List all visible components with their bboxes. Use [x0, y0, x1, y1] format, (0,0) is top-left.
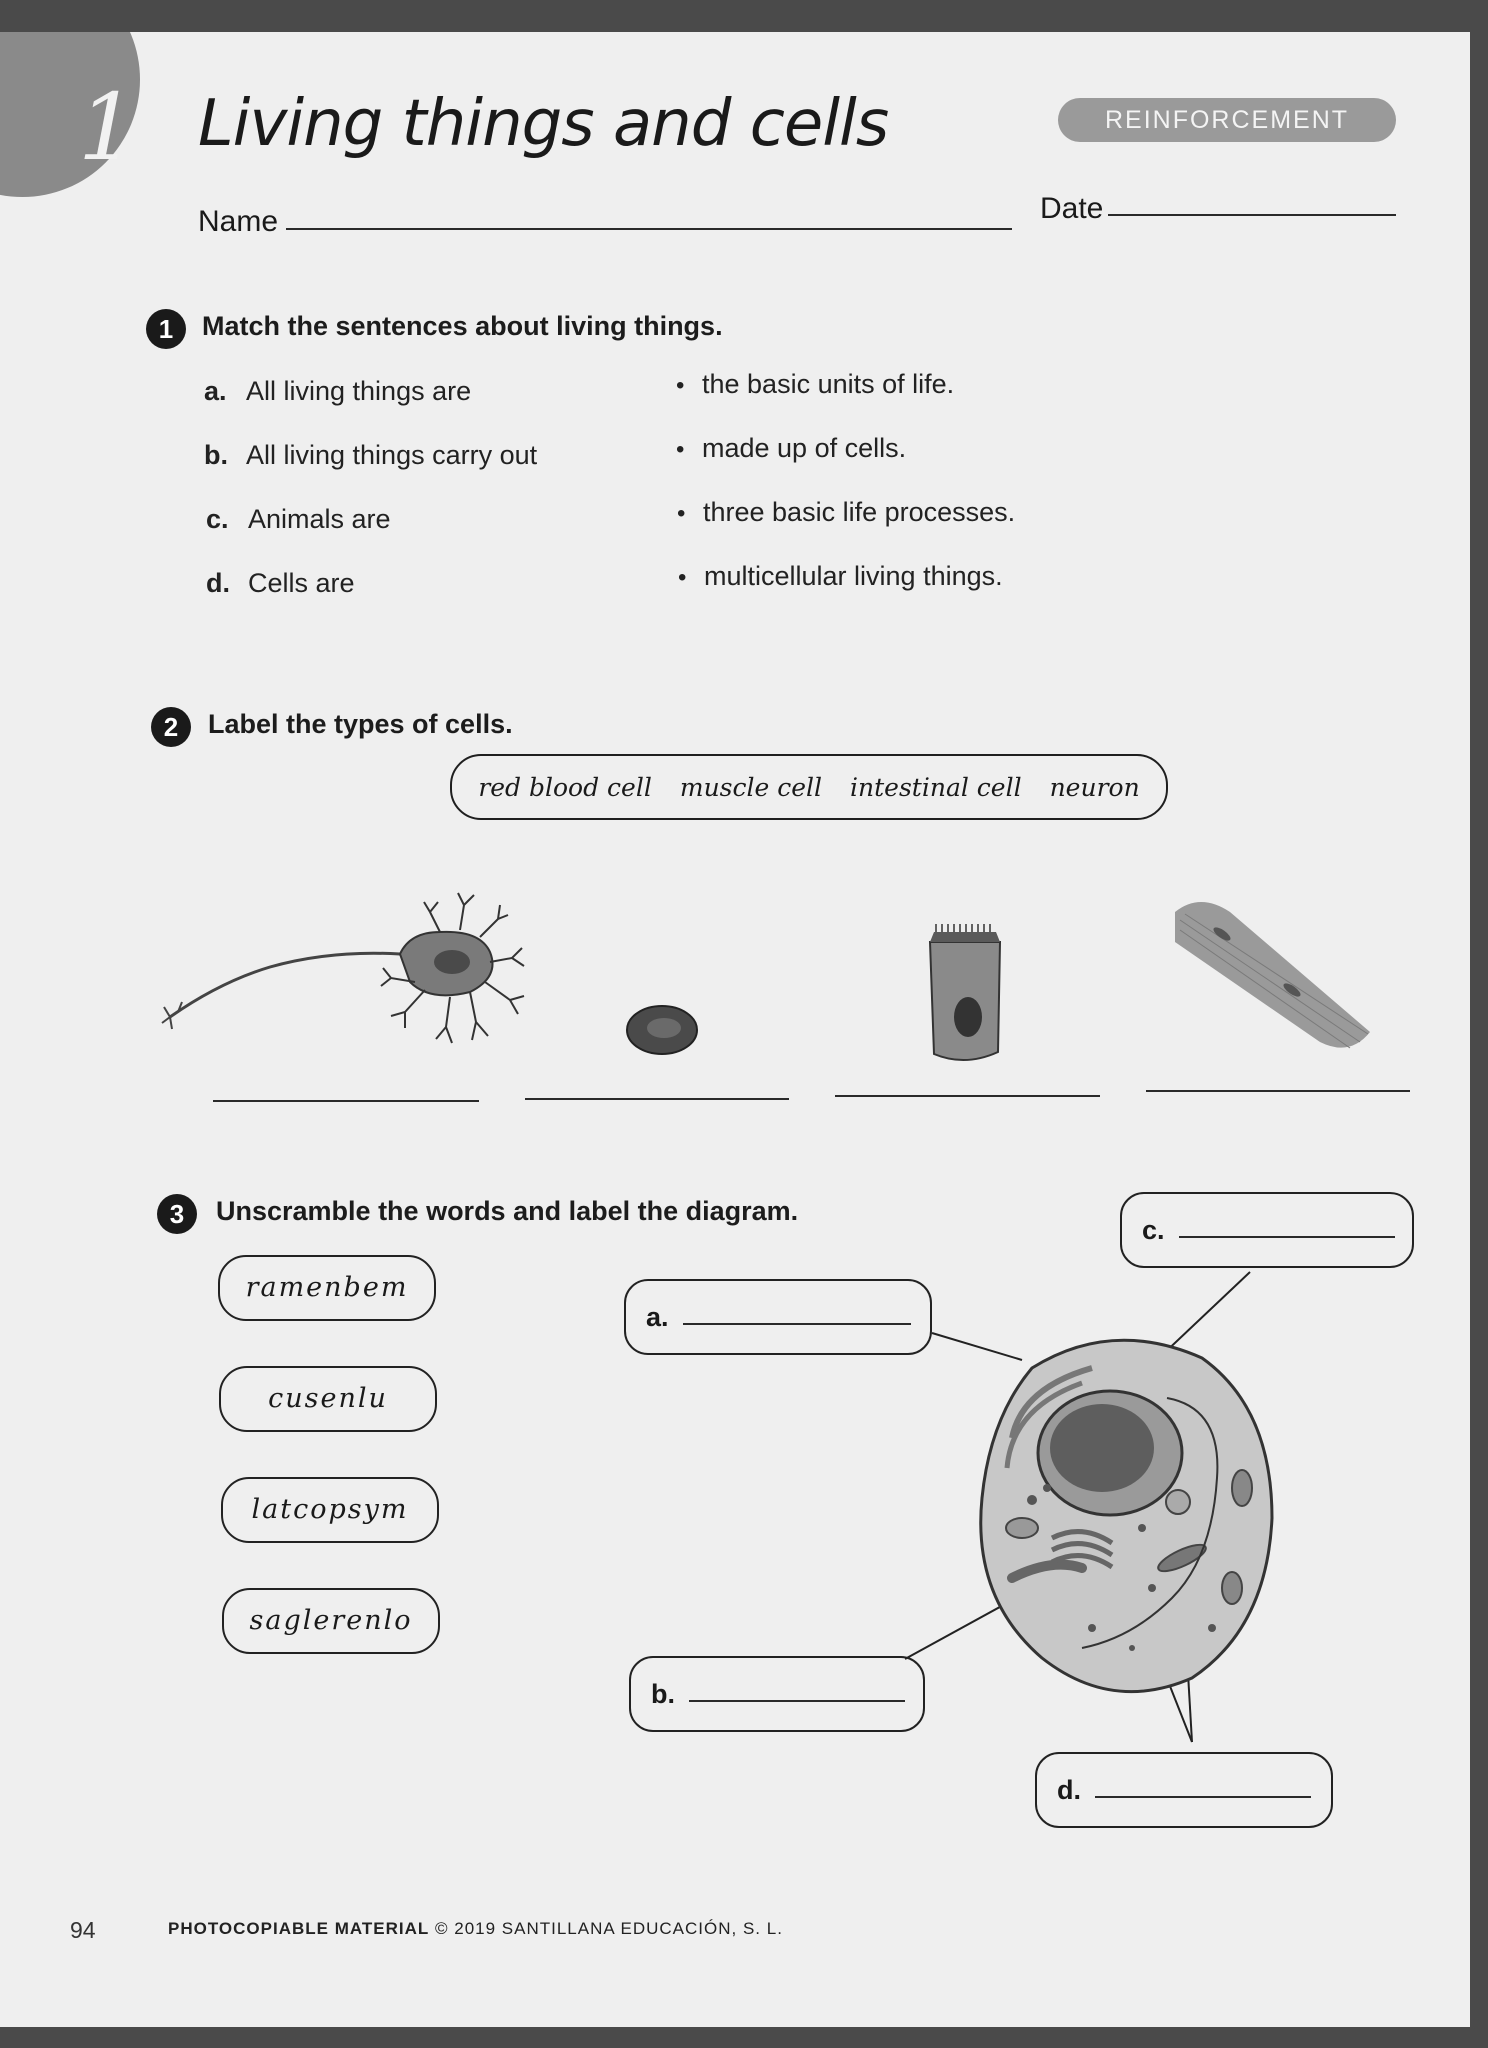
animal-cell-diagram — [972, 1328, 1282, 1706]
scrambled-word: latcopsym — [221, 1477, 439, 1543]
diagram-label-a[interactable] — [624, 1279, 932, 1355]
page-number: 94 — [70, 1917, 96, 1943]
chapter-number: 1 — [78, 74, 137, 181]
diagram-label-d[interactable] — [1035, 1752, 1333, 1828]
match-left-text: Cells are — [248, 568, 355, 598]
scrambled-word: ramenbem — [218, 1255, 436, 1321]
diagram-label-b[interactable] — [629, 1656, 925, 1732]
name-label: Name — [198, 205, 279, 238]
question-3-number: 3 — [157, 1194, 197, 1234]
word-bank-item: neuron — [1049, 772, 1140, 802]
reinforcement-badge: REINFORCEMENT — [1058, 98, 1396, 142]
diagram-label-letter: a. — [646, 1301, 669, 1332]
page-title: Living things and cells — [198, 87, 889, 161]
diagram-label-letter: b. — [651, 1678, 675, 1709]
match-right-text: the basic units of life. — [702, 369, 955, 399]
match-left-text: All living things are — [246, 376, 472, 406]
worksheet-page — [0, 32, 1470, 2027]
word-bank-item: intestinal cell — [850, 772, 1022, 802]
scrambled-word: cusenlu — [219, 1366, 437, 1432]
bullet-dot: • — [676, 436, 685, 463]
scrambled-word: saglerenlo — [222, 1588, 440, 1654]
match-right-text: multicellular living things. — [704, 561, 1003, 591]
match-right-text: three basic life processes. — [703, 497, 1016, 527]
bullet-dot: • — [676, 372, 685, 399]
match-left-letter: b. — [204, 440, 228, 470]
match-right-text: made up of cells. — [702, 433, 907, 463]
match-left-letter: d. — [206, 568, 230, 598]
footer-copyright-text: © 2019 SANTILLANA EDUCACIÓN, S. L. — [435, 1919, 783, 1938]
footer-copyright — [168, 1919, 783, 1939]
nucleolus — [1050, 1404, 1154, 1492]
date-label: Date — [1040, 192, 1104, 225]
match-left-text: All living things carry out — [246, 440, 538, 470]
question-3-instruction: Unscramble the words and label the diagram. — [216, 1196, 799, 1226]
diagram-label-letter: d. — [1057, 1774, 1081, 1805]
diagram-label-c[interactable] — [1120, 1192, 1414, 1268]
question-1-instruction: Match the sentences about living things. — [202, 311, 723, 341]
match-left-letter: a. — [204, 376, 227, 406]
diagram-answer-line[interactable] — [689, 1700, 905, 1702]
diagram-answer-line[interactable] — [1095, 1796, 1311, 1798]
match-left-text: Animals are — [248, 504, 391, 534]
diagram-answer-line[interactable] — [683, 1323, 911, 1325]
word-bank-item: red blood cell — [478, 772, 652, 802]
diagram-label-letter: c. — [1142, 1214, 1165, 1245]
question-2-instruction: Label the types of cells. — [208, 709, 513, 739]
question-1-number: 1 — [146, 309, 186, 349]
diagram-answer-line[interactable] — [1179, 1236, 1395, 1238]
footer-material-label: PHOTOCOPIABLE MATERIAL — [168, 1919, 430, 1938]
bullet-dot: • — [677, 500, 686, 527]
word-bank-item: muscle cell — [679, 772, 823, 802]
match-left-letter: c. — [206, 504, 229, 534]
bullet-dot: • — [678, 564, 687, 591]
question-2-number: 2 — [151, 707, 191, 747]
